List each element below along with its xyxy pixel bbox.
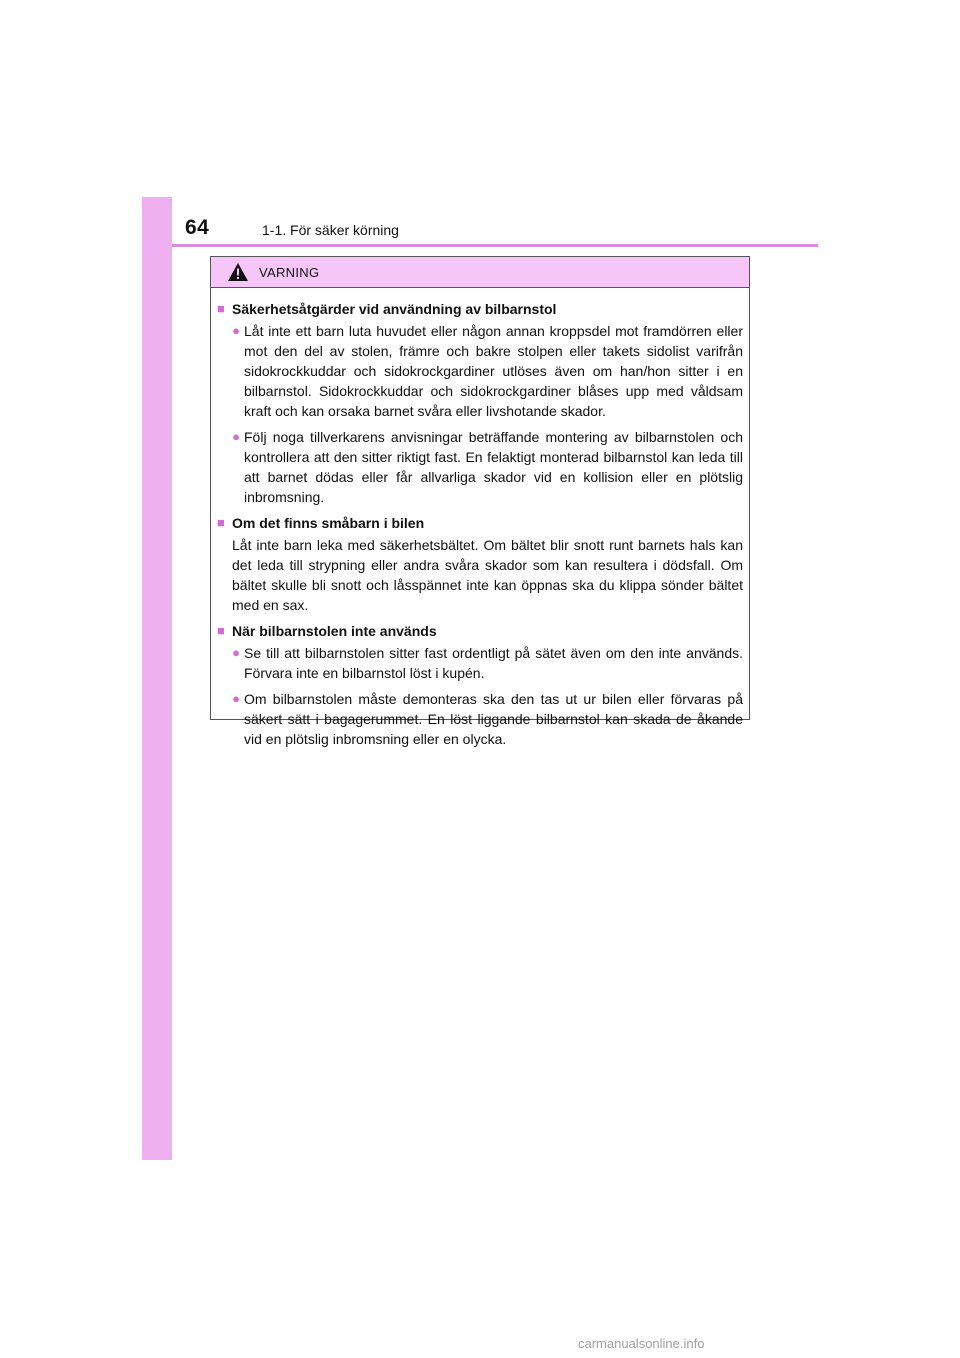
list-item [217, 643, 743, 683]
square-bullet-icon: ■ [217, 623, 225, 638]
warning-triangle-icon [227, 262, 249, 282]
dot-bullet-icon: ● [232, 645, 240, 660]
list-item [217, 321, 743, 421]
section-heading [217, 513, 743, 533]
side-tab-strip [142, 197, 172, 1160]
section-heading-text: När bilbarnstolen inte används [232, 623, 437, 639]
list-item [217, 427, 743, 507]
list-item-text: Följ noga tillverkarens anvisningar beträffande montering av bilbarnstolen och kontrollera att den sitter riktigt fast. En felaktigt monterad bilbarnstol kan leda till att barnet dödas eller får allvarliga skador vid en kollision eller en plötslig inbromsning. [244, 429, 743, 505]
list-item-text: Se till att bilbarnstolen sitter fast ordentligt på sätet även om den inte används. Förvara inte en bilbarnstol löst i kupén. [244, 645, 743, 681]
section-paragraph: Låt inte barn leka med säkerhetsbältet. Om bältet blir snott runt barnets hals kan det leda till strypning eller andra svåra skador som kan resultera i dödsfall. Om bältet skulle bli snott och låsspännet inte kan öppnas ska du klippa sönder bältet med en sax. [232, 537, 743, 613]
section-title: 1-1. För säker körning [262, 222, 399, 238]
list-item [217, 689, 743, 749]
watermark: carmanualsonline.info [578, 1336, 705, 1351]
header-rule [172, 244, 818, 247]
list-item-text: Om bilbarnstolen måste demonteras ska den tas ut ur bilen eller förvaras på säkert sätt i bagagerummet. En löst liggande bilbarnstol kan skada de åkande vid en plötslig inbromsning eller en olycka. [244, 691, 743, 747]
warning-body [211, 288, 749, 749]
section-heading-text: Säkerhetsåtgärder vid användning av bilbarnstol [232, 301, 557, 317]
warning-box [210, 256, 750, 747]
warning-label: VARNING [259, 264, 320, 280]
square-bullet-icon: ■ [217, 301, 225, 316]
section-heading-text: Om det finns småbarn i bilen [232, 515, 425, 531]
dot-bullet-icon: ● [232, 323, 240, 338]
section-heading [217, 621, 743, 641]
dot-bullet-icon: ● [232, 691, 240, 706]
dot-bullet-icon: ● [232, 429, 240, 444]
section-heading [217, 299, 743, 319]
warning-header [211, 257, 749, 288]
square-bullet-icon: ■ [217, 515, 225, 530]
list-item-text: Låt inte ett barn luta huvudet eller någon annan kroppsdel mot framdörren eller mot den del av stolen, främre och bakre stolpen eller takets sidolist varifrån sidokrockkuddar och sidokrockgardiner utlöses även om han/hon sitter i en bilbarnstol. Sidokrockkuddar och sidokrockgardiner blåses upp med våldsam kraft och kan orsaka barnet svåra eller livshotande skador. [244, 323, 743, 419]
page-number: 64 [185, 216, 210, 239]
